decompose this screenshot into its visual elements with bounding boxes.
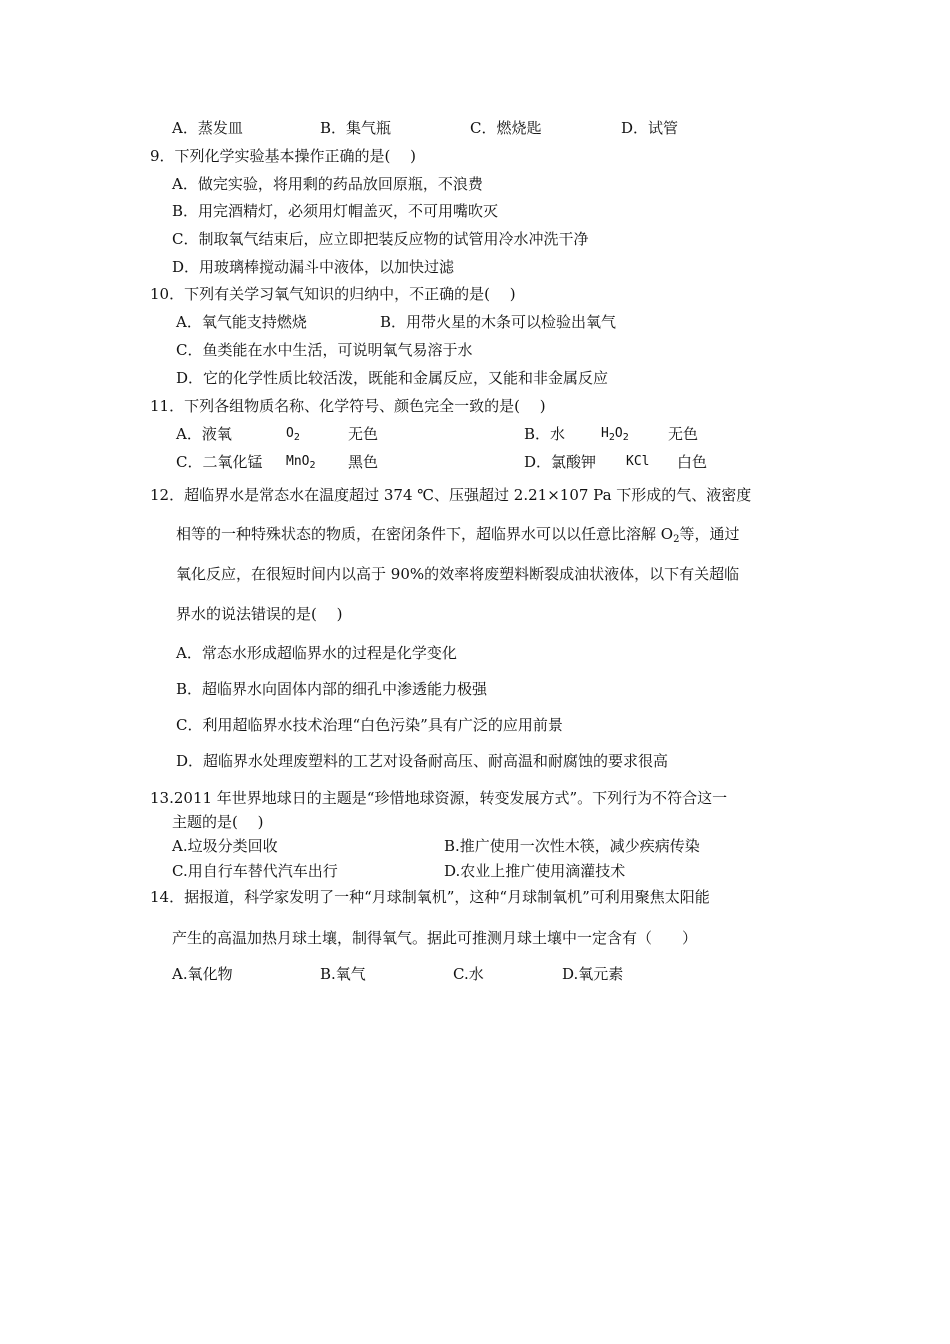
q11-option-c-formula: MnO$_2$	[286, 454, 316, 471]
q10-option-a: A．氧气能支持燃烧	[176, 313, 307, 331]
q11-option-a-name: A．液氧	[176, 425, 232, 443]
q14-stem-line-1: 14．据报道，科学家发明了一种“月球制氧机”，这种“月球制氧机”可利用聚焦太阳能	[150, 888, 710, 906]
q12-stem-line-4: 界水的说法错误的是( )	[176, 605, 343, 623]
q13-option-d: D.农业上推广使用滴灌技术	[444, 862, 626, 880]
q12-stem-line-3: 氧化反应，在很短时间内以高于 90%的效率将废塑料断裂成油状液体，以下有关超临	[176, 565, 740, 583]
q12-option-b: B．超临界水向固体内部的细孔中渗透能力极强	[176, 680, 488, 698]
q10-stem: 10．下列有关学习氧气知识的归纳中，不正确的是( )	[150, 285, 516, 303]
q13-stem-line-2: 主题的是( )	[172, 813, 264, 831]
q11-stem: 11．下列各组物质名称、化学符号、颜色完全一致的是( )	[150, 397, 546, 415]
q11-option-d-name: D．氯酸钾	[524, 453, 597, 471]
q12-stem-line-2: 相等的一种特殊状态的物质，在密闭条件下，超临界水可以以任意比溶解 $O_2$等，通过	[176, 525, 740, 545]
q11-option-d-formula: KCl	[626, 454, 650, 469]
q9-option-a: A．做完实验，将用剩的药品放回原瓶，不浪费	[172, 175, 483, 193]
q14-option-d: D.氧元素	[562, 965, 624, 983]
q14-option-b: B.氧气	[320, 965, 366, 983]
q11-option-d-color: 白色	[677, 453, 708, 471]
q8-option-b: B．集气瓶	[320, 119, 392, 137]
q8-option-c: C．燃烧匙	[470, 119, 542, 137]
q11-option-b-name: B．水	[524, 425, 566, 443]
q13-option-b: B.推广使用一次性木筷，减少疾病传染	[444, 837, 700, 855]
q14-option-a: A.氧化物	[172, 965, 233, 983]
q9-option-c: C．制取氧气结束后，应立即把装反应物的试管用冷水冲洗干净	[172, 230, 589, 248]
q13-option-c: C.用自行车替代汽车出行	[172, 862, 338, 880]
q10-option-b: B．用带火星的木条可以检验出氧气	[380, 313, 617, 331]
q11-option-b-formula: $H_2O_2$	[601, 426, 629, 443]
q13-option-a: A.垃圾分类回收	[172, 837, 278, 855]
q8-option-a: A．蒸发皿	[172, 119, 243, 137]
q14-stem-line-2: 产生的高温加热月球土壤，制得氧气。据此可推测月球土壤中一定含有（ ）	[172, 929, 698, 947]
q11-option-b-color: 无色	[668, 425, 699, 443]
q8-option-d: D．试管	[621, 119, 679, 137]
q14-option-c: C.水	[453, 965, 484, 983]
q12-option-d: D．超临界水处理废塑料的工艺对设备耐高压、耐高温和耐腐蚀的要求很高	[176, 752, 669, 770]
q12-option-c: C．利用超临界水技术治理“白色污染”具有广泛的应用前景	[176, 716, 563, 734]
q9-option-d: D．用玻璃棒搅动漏斗中液体，以加快过滤	[172, 258, 455, 276]
q11-option-c-name: C．二氧化锰	[176, 453, 263, 471]
q11-option-a-color: 无色	[348, 425, 379, 443]
q11-option-a-formula: $O_2$	[286, 426, 300, 443]
q11-option-c-color: 黑色	[348, 453, 379, 471]
q12-stem-line-1: 12．超临界水是常态水在温度超过 374 ℃、压强超过 2.21×107 Pa 下形成的气、液密度	[150, 486, 752, 504]
q10-option-c: C．鱼类能在水中生活，可说明氧气易溶于水	[176, 341, 473, 359]
q10-option-d: D．它的化学性质比较活泼，既能和金属反应，又能和非金属反应	[176, 369, 609, 387]
q12-option-a: A．常态水形成超临界水的过程是化学变化	[176, 644, 457, 662]
q9-stem: 9．下列化学实验基本操作正确的是( )	[150, 147, 417, 165]
q9-option-b: B．用完酒精灯，必须用灯帽盖灭，不可用嘴吹灭	[172, 202, 499, 220]
q13-stem-line-1: 13.2011 年世界地球日的主题是“珍惜地球资源，转变发展方式”。下列行为不符合这一	[150, 789, 728, 807]
